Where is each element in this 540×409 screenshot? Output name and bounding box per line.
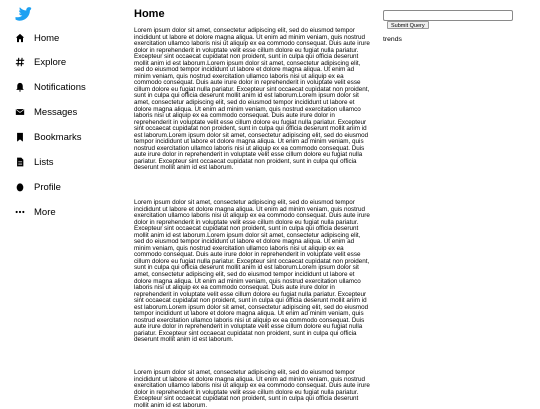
sidebar-item-lists[interactable] <box>14 152 54 172</box>
sidebar-item-label: Lists <box>34 156 54 168</box>
bell-icon <box>14 81 26 93</box>
hashtag-icon <box>14 56 26 68</box>
main-feed <box>134 0 370 409</box>
trends-heading: trends <box>383 36 402 43</box>
feed-paragraph: Lorem ipsum dolor sit amet, consectetur adipiscing elit, sed do eiusmod tempor incididunt ut labore et dolore magna aliqua. Ut enim ad minim veniam, quis nostrud exercitation ullamco laboris nisi ut aliquip ex ea commodo consequat. Duis aute irure dolor in reprehenderit in voluptate velit esse cillum dolore eu fugiat nulla pariatur. Excepteur sint occaecat cupidatat non proident, sunt in culpa qui officia deserunt mollit anim id est laborum.Lorem ipsum dolor sit amet, consectetur adipiscing elit, sed do eiusmod tempor incididunt ut labore et dolore magna aliqua. Ut enim ad minim veniam, quis nostrud exercitation ullamco laboris nisi ut aliquip ex ea commodo consequat. Duis aute irure dolor in reprehenderit in voluptate velit esse cillum dolore eu fugiat nulla pariatur. Excepteur sint occaecat cupidatat non proident, sunt in culpa qui officia deserunt mollit anim id est laborum.Lorem ipsum dolor sit amet, consectetur adipiscing elit, sed do eiusmod tempor incididunt ut labore et dolore magna aliqua. Ut enim ad minim veniam, quis nostrud exercitation ullamco laboris nisi ut aliquip ex ea commodo consequat. Duis aute irure dolor in reprehenderit in voluptate velit esse cillum dolore eu fugiat nulla pariatur. Excepteur sint occaecat cupidatat non proident, sunt in culpa qui officia deserunt mollit anim id est laborum.Lorem ipsum dolor sit amet, consectetur adipiscing elit, sed do eiusmod tempor incididunt ut labore et dolore magna aliqua. Ut enim ad minim veniam, quis nostrud exercitation ullamco laboris nisi ut aliquip ex ea commodo consequat. Duis aute irure dolor in reprehenderit in voluptate velit esse cillum dolore eu fugiat nulla pariatur. Excepteur sint occaecat cupidatat non proident, sunt in culpa qui officia deserunt mollit anim id est laborum. <box>134 27 370 172</box>
bird-icon[interactable] <box>14 6 32 22</box>
sidebar-item-label: Home <box>34 32 60 44</box>
feed-paragraph: Lorem ipsum dolor sit amet, consectetur adipiscing elit, sed do eiusmod tempor incididunt ut labore et dolore magna aliqua. Ut enim ad minim veniam, quis nostrud exercitation ullamco laboris nisi ut aliquip ex ea commodo consequat. Duis aute irure dolor in reprehenderit in voluptate velit esse cillum dolore eu fugiat nulla pariatur. Excepteur sint occaecat cupidatat non proident, sunt in culpa qui officia deserunt mollit anim id est laborum.Lorem ipsum dolor sit amet, consectetur adipiscing elit, sed do eiusmod tempor incididunt ut labore et dolore magna aliqua. Ut enim ad minim veniam, quis nostrud exercitation ullamco laboris nisi ut aliquip ex ea commodo consequat. Duis aute irure dolor in reprehenderit in voluptate velit esse cillum dolore eu fugiat nulla pariatur. Excepteur sint occaecat cupidatat non proident, sunt in culpa qui officia deserunt mollit anim id est laborum.Lorem ipsum dolor sit amet, consectetur adipiscing elit, sed do eiusmod tempor incididunt ut labore et dolore magna aliqua. Ut enim ad minim veniam, quis nostrud exercitation ullamco laboris nisi ut aliquip ex ea commodo consequat. Duis aute irure dolor in reprehenderit in voluptate velit esse cillum dolore eu fugiat nulla pariatur. Excepteur sint occaecat cupidatat non proident, sunt in culpa qui officia deserunt mollit anim id est laborum.Lorem ipsum dolor sit amet, consectetur adipiscing elit, sed do eiusmod tempor incididunt ut labore et dolore magna aliqua. Ut enim ad minim veniam, quis nostrud exercitation ullamco laboris nisi ut aliquip ex ea commodo consequat. Duis aute irure dolor in reprehenderit in voluptate velit esse cillum dolore eu fugiat nulla pariatur. Excepteur sint occaecat cupidatat non proident, sunt in culpa qui officia deserunt mollit anim id est laborum. <box>134 199 370 344</box>
document-icon <box>14 156 26 168</box>
sidebar-item-profile[interactable] <box>14 177 61 197</box>
sidebar-item-explore[interactable] <box>14 52 66 72</box>
right-sidebar <box>383 0 540 405</box>
sidebar-item-notifications[interactable] <box>14 77 86 97</box>
bookmark-icon <box>14 131 26 143</box>
submit-query-button[interactable]: Submit Query <box>387 21 429 29</box>
sidebar-nav <box>0 0 125 405</box>
sidebar-item-more[interactable] <box>14 202 56 222</box>
sidebar-item-label: More <box>34 206 56 218</box>
sidebar-item-bookmarks[interactable] <box>14 127 82 147</box>
sidebar-item-home[interactable] <box>14 28 59 48</box>
sidebar-item-label: Messages <box>34 106 78 118</box>
page-title: Home <box>134 8 165 20</box>
sidebar-item-label: Profile <box>34 181 61 193</box>
ellipsis-icon <box>14 206 26 218</box>
user-icon <box>14 181 26 193</box>
envelope-icon <box>14 106 26 118</box>
home-icon <box>14 32 26 44</box>
sidebar-item-label: Bookmarks <box>34 131 82 143</box>
sidebar-item-label: Notifications <box>34 81 86 93</box>
search-input[interactable] <box>383 10 513 21</box>
sidebar-item-label: Explore <box>34 56 67 68</box>
sidebar-item-messages[interactable] <box>14 102 77 122</box>
feed-paragraph: Lorem ipsum dolor sit amet, consectetur adipiscing elit, sed do eiusmod tempor incididunt ut labore et dolore magna aliqua. Ut enim ad minim veniam, quis nostrud exercitation ullamco laboris nisi ut aliquip ex ea commodo consequat. Duis aute irure dolor in reprehenderit in voluptate velit esse cillum dolore eu fugiat nulla pariatur. Excepteur sint occaecat cupidatat non proident, sunt in culpa qui officia deserunt mollit anim id est laborum. <box>134 369 370 409</box>
